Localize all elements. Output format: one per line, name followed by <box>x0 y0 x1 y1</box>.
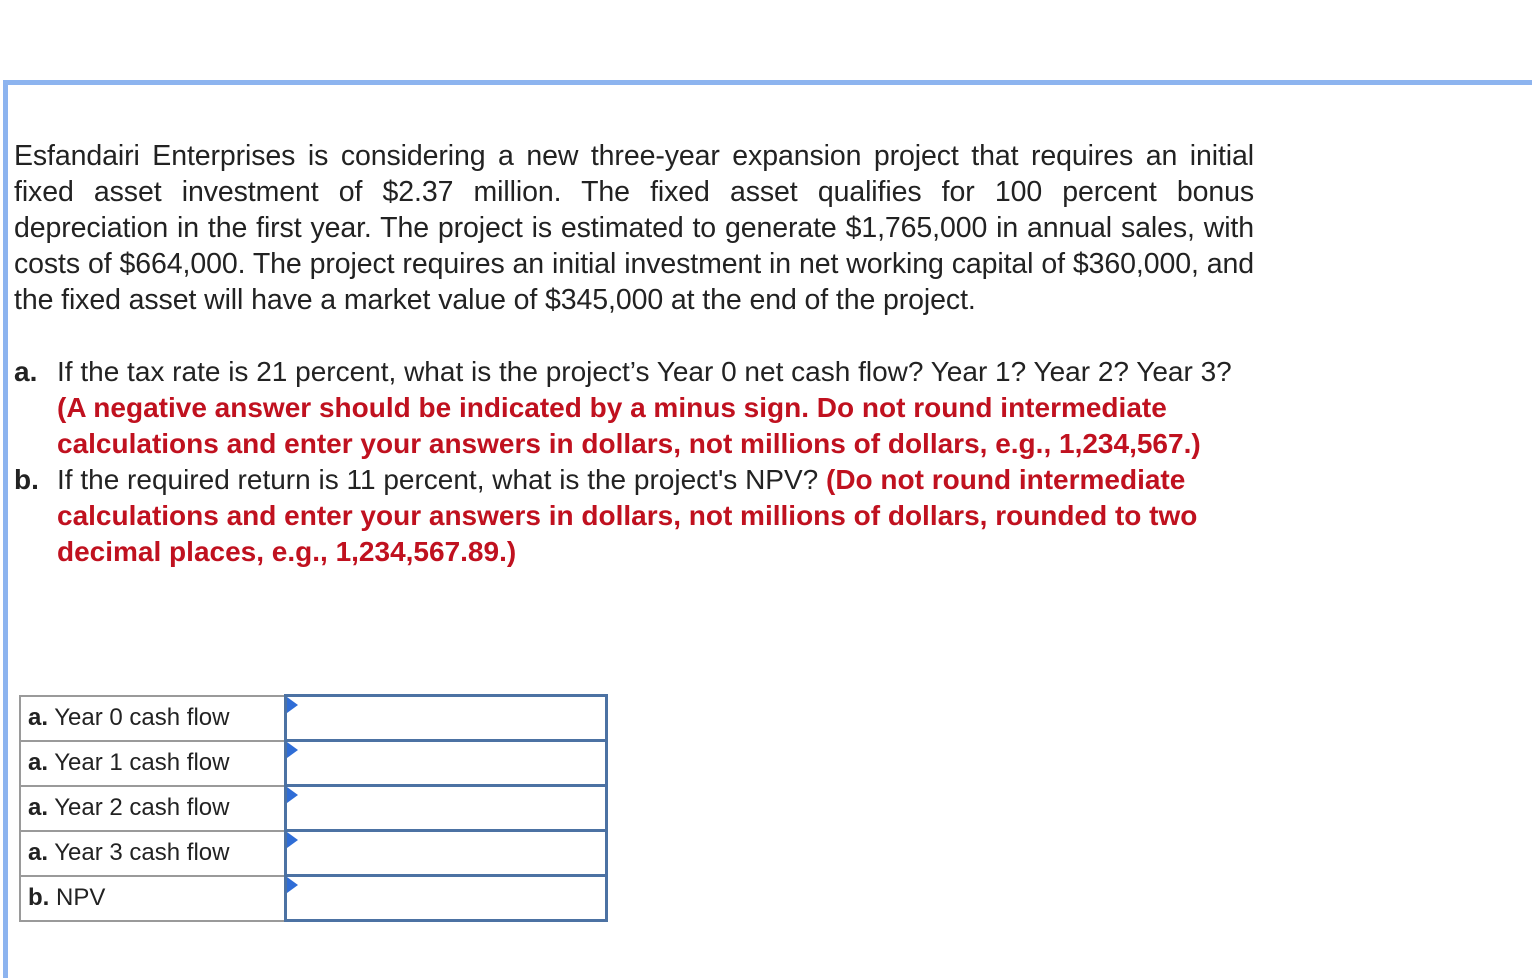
answer-label-text: Year 0 cash flow <box>48 704 230 731</box>
answer-row-year2 <box>20 786 607 831</box>
input-marker-icon <box>287 787 298 803</box>
answer-table <box>19 694 608 922</box>
frame-left-border <box>3 80 8 978</box>
npv-cell <box>286 876 607 921</box>
input-marker-icon <box>287 877 298 893</box>
answer-label-prefix: b. <box>28 884 50 911</box>
question-b <box>14 462 1254 570</box>
year0-cash-flow-input[interactable] <box>287 697 605 739</box>
answer-label-prefix: a. <box>28 794 49 821</box>
answer-label-text: NPV <box>49 884 106 911</box>
question-instruction: (A negative answer should be indicated by a minus sign. Do not round intermediate calculations and enter your answers in dollars, not millions of dollars, e.g., 1,234,567.) <box>57 392 1201 459</box>
answer-row-year1 <box>20 741 607 786</box>
question-instruction: (Do not round intermediate calculations and enter your answers in dollars, not millions of dollars, rounded to two decimal places, e.g., 1,234,567.89.) <box>57 464 1198 567</box>
answer-label <box>20 741 286 786</box>
input-marker-icon <box>287 832 298 848</box>
answer-label-text: Year 1 cash flow <box>48 749 230 776</box>
answer-label <box>20 696 286 741</box>
year2-cash-flow-input[interactable] <box>287 787 605 829</box>
input-marker-icon <box>287 742 298 758</box>
answer-label-prefix: a. <box>28 749 49 776</box>
answer-label <box>20 876 286 921</box>
answer-row-year0 <box>20 696 607 741</box>
answer-label-prefix: a. <box>28 704 49 731</box>
year3-cash-flow-cell <box>286 831 607 876</box>
answer-label <box>20 831 286 876</box>
input-marker-icon <box>287 697 298 713</box>
question-content <box>14 138 1254 570</box>
question-body: If the tax rate is 21 percent, what is the project’s Year 0 net cash flow? Year 1? Year 2? Year 3? <box>57 356 1232 387</box>
question-letter: a. <box>14 356 38 387</box>
question-letter: b. <box>14 464 39 495</box>
question-a <box>14 354 1254 462</box>
answer-label-prefix: a. <box>28 839 49 866</box>
year1-cash-flow-cell <box>286 741 607 786</box>
year3-cash-flow-input[interactable] <box>287 832 605 874</box>
question-text <box>57 354 1254 462</box>
question-text <box>57 462 1254 570</box>
year1-cash-flow-input[interactable] <box>287 742 605 784</box>
answer-row-npv <box>20 876 607 921</box>
answer-label-text: Year 2 cash flow <box>48 794 230 821</box>
npv-input[interactable] <box>287 877 605 919</box>
problem-statement: Esfandairi Enterprises is considering a new three-year expansion project that requires an initial fixed asset investment of $2.37 million. The fixed asset qualifies for 100 percent bonus depreciation in the first year. The project is estimated to generate $1,765,000 in annual sales, with costs of $664,000. The project requires an initial investment in net working capital of $360,000, and the fixed asset will have a market value of $345,000 at the end of the project. <box>14 140 1254 316</box>
year2-cash-flow-cell <box>286 786 607 831</box>
year0-cash-flow-cell <box>286 696 607 741</box>
answer-row-year3 <box>20 831 607 876</box>
question-list <box>14 354 1254 570</box>
question-body: If the required return is 11 percent, what is the project's NPV? <box>57 464 826 495</box>
answer-label <box>20 786 286 831</box>
frame-top-border <box>3 80 1532 85</box>
answer-label-text: Year 3 cash flow <box>48 839 230 866</box>
